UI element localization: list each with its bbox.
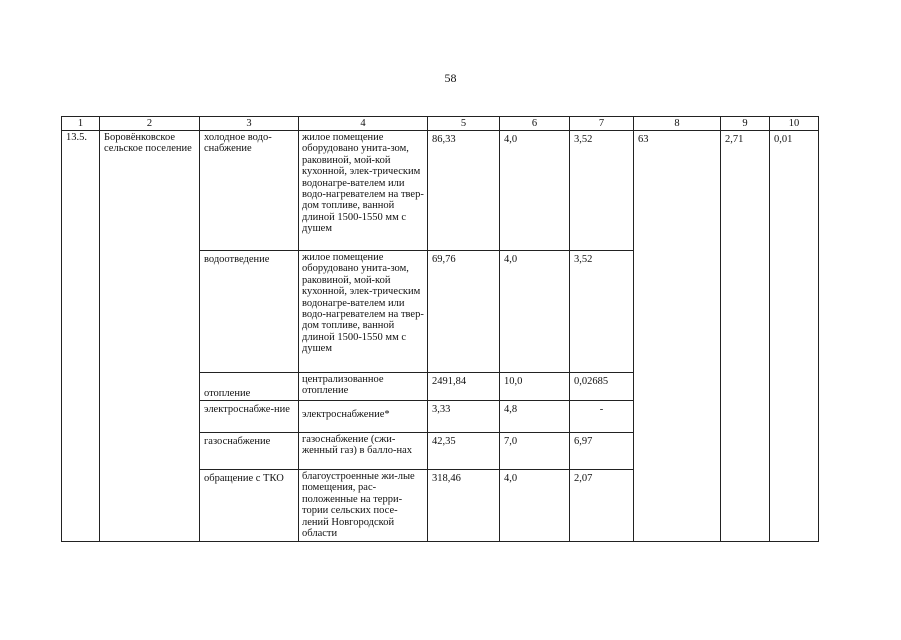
- service-name: обращение с ТКО: [200, 470, 299, 542]
- service-description: жилое помещение оборудовано унита-зом, раковиной, мой-кой кухонной, элек-трическим водонагре-вателем или водо-нагревателем на твер-дом топливе, ванной длиной 1500-1550 мм с душем: [299, 131, 428, 251]
- header-cell-5: 5: [428, 117, 500, 131]
- cell-col5: 86,33: [428, 131, 500, 251]
- header-cell-2: 2: [100, 117, 200, 131]
- header-cell-7: 7: [570, 117, 634, 131]
- header-cell-1: 1: [62, 117, 100, 131]
- cell-col6: 4,0: [500, 251, 570, 373]
- service-name: электроснабже-ние: [200, 401, 299, 433]
- service-description: газоснабжение (сжи-женный газ) в балло-нах: [299, 433, 428, 470]
- header-row: [62, 117, 819, 131]
- cell-col6: 7,0: [500, 433, 570, 470]
- service-description: централизованное отопление: [299, 373, 428, 401]
- row-code: 13.5.: [62, 131, 100, 542]
- header-cell-8: 8: [634, 117, 721, 131]
- service-description: электроснабжение*: [299, 401, 428, 433]
- table-row: [62, 131, 819, 251]
- service-name: газоснабжение: [200, 433, 299, 470]
- cell-col7: 3,52: [570, 131, 634, 251]
- cell-col10: 0,01: [770, 131, 819, 542]
- settlement-name: Боровёнковское сельское поселение: [100, 131, 200, 542]
- service-description: благоустроенные жи-лые помещения, рас-положенные на терри-тории сельских посе-лений Новгородской области: [299, 470, 428, 542]
- cell-col5: 42,35: [428, 433, 500, 470]
- service-description: жилое помещение оборудовано унита-зом, раковиной, мой-кой кухонной, элек-трическим водонагре-вателем или водо-нагревателем на твер-дом топливе, ванной длиной 1500-1550 мм с душем: [299, 251, 428, 373]
- cell-col7: -: [570, 401, 634, 433]
- service-name: холодное водо-снабжение: [200, 131, 299, 251]
- cell-col7: 2,07: [570, 470, 634, 542]
- service-name: отопление: [200, 373, 299, 401]
- cell-col8: 63: [634, 131, 721, 542]
- header-cell-4: 4: [299, 117, 428, 131]
- cell-col5: 2491,84: [428, 373, 500, 401]
- page-number: 58: [444, 71, 457, 85]
- cell-col7: 0,02685: [570, 373, 634, 401]
- cell-col6: 4,0: [500, 131, 570, 251]
- cell-col5: 3,33: [428, 401, 500, 433]
- cell-col7: 6,97: [570, 433, 634, 470]
- cell-col9: 2,71: [721, 131, 770, 542]
- header-cell-10: 10: [770, 117, 819, 131]
- header-cell-3: 3: [200, 117, 299, 131]
- cell-col5: 69,76: [428, 251, 500, 373]
- cell-col7: 3,52: [570, 251, 634, 373]
- tariff-table: [61, 116, 819, 542]
- cell-col5: 318,46: [428, 470, 500, 542]
- cell-col6: 4,8: [500, 401, 570, 433]
- cell-col6: 4,0: [500, 470, 570, 542]
- service-name: водоотведение: [200, 251, 299, 373]
- header-cell-6: 6: [500, 117, 570, 131]
- header-cell-9: 9: [721, 117, 770, 131]
- cell-col6: 10,0: [500, 373, 570, 401]
